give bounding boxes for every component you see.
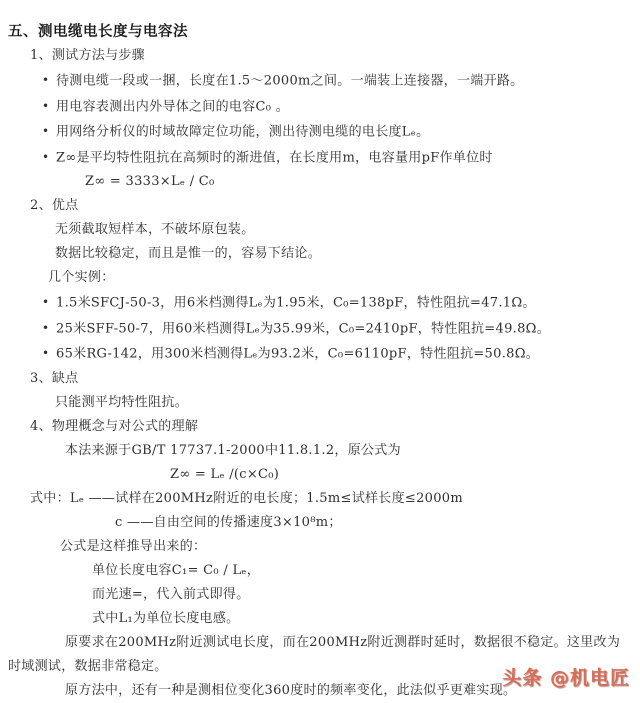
example-item-sfcj	[8, 290, 632, 316]
example-text: 65米RG-142，用300米档测得Lₑ为93.2米，C₀=6110pF，特性阻抗=50.8Ω。	[56, 346, 540, 362]
where-le-definition: 式中：Lₑ ——试样在200MHz附近的电长度；1.5m≤试样长度≤2000m	[30, 490, 464, 506]
standard-source-line: 本法来源于GB/T 17737.1-2000中11.8.1.2，原公式为	[65, 442, 401, 458]
bullet-text: 用网络分析仪的时域故障定位功能，测出待测电缆的电长度Lₑ。	[56, 124, 430, 140]
bullet-icon: •	[42, 124, 50, 138]
bullet-item-network-analyzer	[8, 119, 632, 145]
bullet-text: 用电容表测出内外导体之间的电容C₀ 。	[56, 99, 289, 114]
derivation-intro: 公式是这样推导出来的：	[60, 538, 207, 554]
bullet-item-cable-sample	[8, 68, 632, 94]
bullet-icon: •	[42, 295, 50, 309]
bullet-icon: •	[42, 346, 50, 360]
bullet-icon: •	[42, 73, 50, 87]
advantage-paragraph: 数据比较稳定，而且是惟一的，容易下结论。	[55, 246, 322, 261]
note-phase-method: 原方法中，还有一种是测相位变化360度时的频率变化，此法似乎更难实现。	[65, 682, 517, 698]
page-title: 五、测电缆电长度与电容法	[8, 23, 188, 40]
bullet-icon: •	[42, 320, 50, 335]
example-text: 25米SFF-50-7，用60米档测得Lₑ为35.99米，C₀=2410pF，特性阻抗=49.8Ω。	[56, 321, 551, 336]
section-2-heading: 2、优点	[30, 198, 79, 213]
derivation-step: 单位长度电容C₁= C₀ / Lₑ，	[92, 562, 261, 578]
example-item-rg142	[8, 341, 632, 367]
note-time-domain: 原要求在200MHz附近测试电长度，而在200MHz附近测群时延时，数据很不稳定。这里改为时域测试，数据非常稳定。	[8, 634, 621, 674]
example-text: 1.5米SFCJ-50-3，用6米档测得Lₑ为1.95米，C₀=138pF，特性阻抗=47.1Ω。	[56, 295, 536, 311]
toutiao-watermark	[502, 663, 630, 690]
watermark-text: 头条 @机电匠	[502, 667, 630, 689]
bullet-icon: •	[42, 98, 50, 113]
formula-z-3333: Z∞ = 3333×Lₑ / C₀	[85, 174, 215, 189]
disadvantage-paragraph: 只能测平均特性阻抗。	[55, 394, 189, 410]
example-item-sff	[8, 316, 632, 342]
bullet-icon: •	[42, 149, 50, 164]
examples-label: 几个实例：	[48, 270, 115, 285]
bullet-item-z-infinity	[8, 145, 632, 171]
bullet-text: Z∞是平均特性阻抗在高频时的渐进值，在长度用m，电容量用pF作单位时	[56, 150, 493, 165]
derivation-step: 而光速=，代入前式即得。	[92, 586, 250, 602]
advantage-paragraph: 无须截取短样本，不破坏原包装。	[55, 222, 255, 237]
section-4-heading: 4、物理概念与对公式的理解	[30, 418, 199, 434]
bullet-item-capacitance-meter	[8, 94, 632, 120]
bullet-text: 待测电缆一段或一捆，长度在1.5～2000m之间。一端装上连接器，一端开路。	[56, 73, 524, 89]
derivation-step: 式中L₁为单位长度电感。	[92, 610, 240, 626]
formula-z-original: Z∞ = Lₑ /(c×C₀)	[170, 466, 280, 482]
where-c-definition: c ——自由空间的传播速度3×10⁸m；	[115, 514, 342, 530]
section-1-heading: 1、测试方法与步骤	[30, 48, 145, 63]
section-3-heading: 3、缺点	[30, 370, 79, 386]
